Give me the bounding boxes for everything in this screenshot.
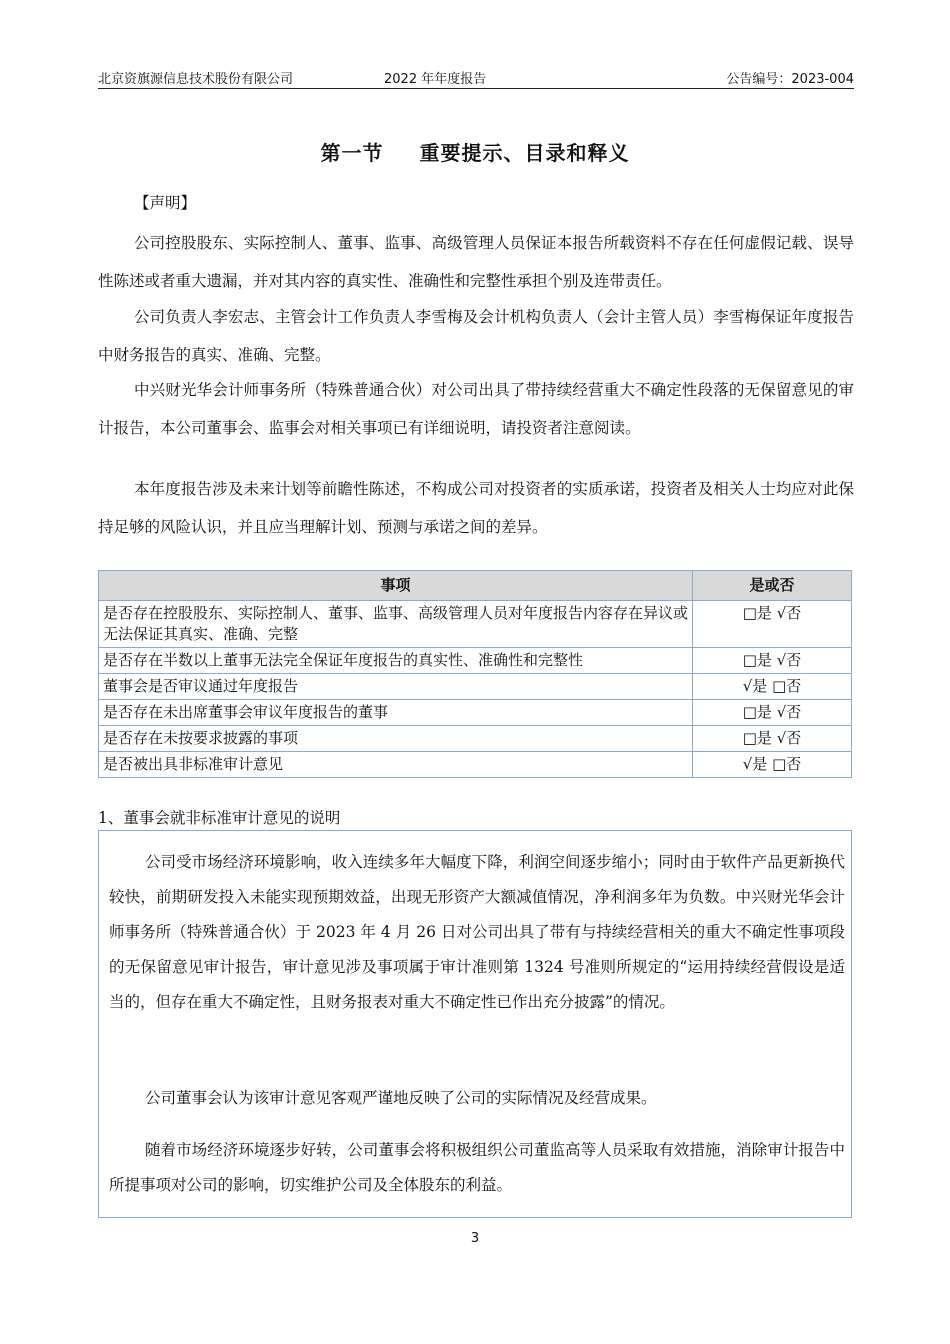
section-heading: 重要提示、目录和释义 (419, 141, 630, 165)
table-cell-answer: √是 □否 (693, 674, 852, 700)
declaration-paragraph: 公司负责人李宏志、主管会计工作负责人李雪梅及会计机构负责人（会计主管人员）李雪梅保证年度报告中财务报告的真实、准确、完整。 (98, 308, 854, 364)
table-cell-item: 是否被出具非标准审计意见 (99, 752, 693, 778)
table-row (99, 700, 852, 726)
table-row (99, 601, 852, 648)
explanation-title: 1、董事会就非标准审计意见的说明 (98, 809, 341, 827)
table-cell-item: 是否存在未出席董事会审议年度报告的董事 (99, 700, 693, 726)
declaration-paragraph: 公司控股股东、实际控制人、董事、监事、高级管理人员保证本报告所载资料不存在任何虚假记载、误导性陈述或者重大遗漏，并对其内容的真实性、准确性和完整性承担个别及连带责任。 (98, 234, 854, 290)
table-row (99, 726, 852, 752)
table-header-answer: 是或否 (693, 571, 852, 601)
header-company: 北京资旗源信息技术股份有限公司 (98, 72, 294, 87)
section-title (0, 137, 950, 166)
header-report-title: 2022 年年度报告 (384, 72, 487, 87)
header-announcement-no: 公告编号：2023-004 (726, 72, 854, 87)
table-row (99, 752, 852, 778)
table-row (99, 648, 852, 674)
table-header-item: 事项 (99, 571, 693, 601)
table-cell-answer: √是 □否 (693, 752, 852, 778)
explanation-box (98, 830, 852, 1218)
table-cell-item: 是否存在半数以上董事无法完全保证年度报告的真实性、准确性和完整性 (99, 648, 693, 674)
table-cell-item: 是否存在未按要求披露的事项 (99, 726, 693, 752)
table-cell-answer: □是 √否 (693, 700, 852, 726)
section-number: 第一节 (320, 141, 384, 165)
table-header-row (99, 571, 852, 601)
matters-table (98, 570, 852, 778)
explanation-paragraph: 公司受市场经济环境影响，收入连续多年大幅度下降，利润空间逐步缩小；同时由于软件产品更新换代较快，前期研发投入未能实现预期效益，出现无形资产大额减值情况，净利润多年为负数。中兴财光华会计师事务所（特殊普通合伙）于 2023 年 4 月 26 日对公司出具了带有与持续经营相关的重大不确定性事项段的无保留意见审计报告，审计意见涉及事项属于审计准则第 1324 号准则所规定的“运用持续经营假设是适当的，但存在重大不确定性，且财务报表对重大不确定性已作出充分披露”的情况。 (109, 853, 845, 1011)
table-row (99, 674, 852, 700)
declaration-paragraph: 本年度报告涉及未来计划等前瞻性陈述，不构成公司对投资者的实质承诺，投资者及相关人士均应对此保持足够的风险认识，并且应当理解计划、预测与承诺之间的差异。 (98, 480, 854, 536)
explanation-paragraph: 公司董事会认为该审计意见客观严谨地反映了公司的实际情况及经营成果。 (145, 1089, 657, 1107)
table-cell-answer: □是 √否 (693, 648, 852, 674)
table-cell-item: 是否存在控股股东、实际控制人、董事、监事、高级管理人员对年度报告内容存在异议或无法保证其真实、准确、完整 (99, 601, 693, 648)
page-number: 3 (470, 1231, 480, 1246)
explanation-paragraph: 随着市场经济环境逐步好转，公司董事会将积极组织公司董监高等人员采取有效措施，消除审计报告中所提事项对公司的影响，切实维护公司及全体股东的利益。 (109, 1141, 845, 1194)
table-cell-item: 董事会是否审议通过年度报告 (99, 674, 693, 700)
declaration-paragraph: 中兴财光华会计师事务所（特殊普通合伙）对公司出具了带持续经营重大不确定性段落的无保留意见的审计报告，本公司董事会、监事会对相关事项已有详细说明，请投资者注意阅读。 (98, 381, 854, 437)
table-cell-answer: □是 √否 (693, 601, 852, 648)
page-header (98, 66, 854, 89)
table-cell-answer: □是 √否 (693, 726, 852, 752)
declaration-heading: 【声明】 (134, 194, 197, 212)
